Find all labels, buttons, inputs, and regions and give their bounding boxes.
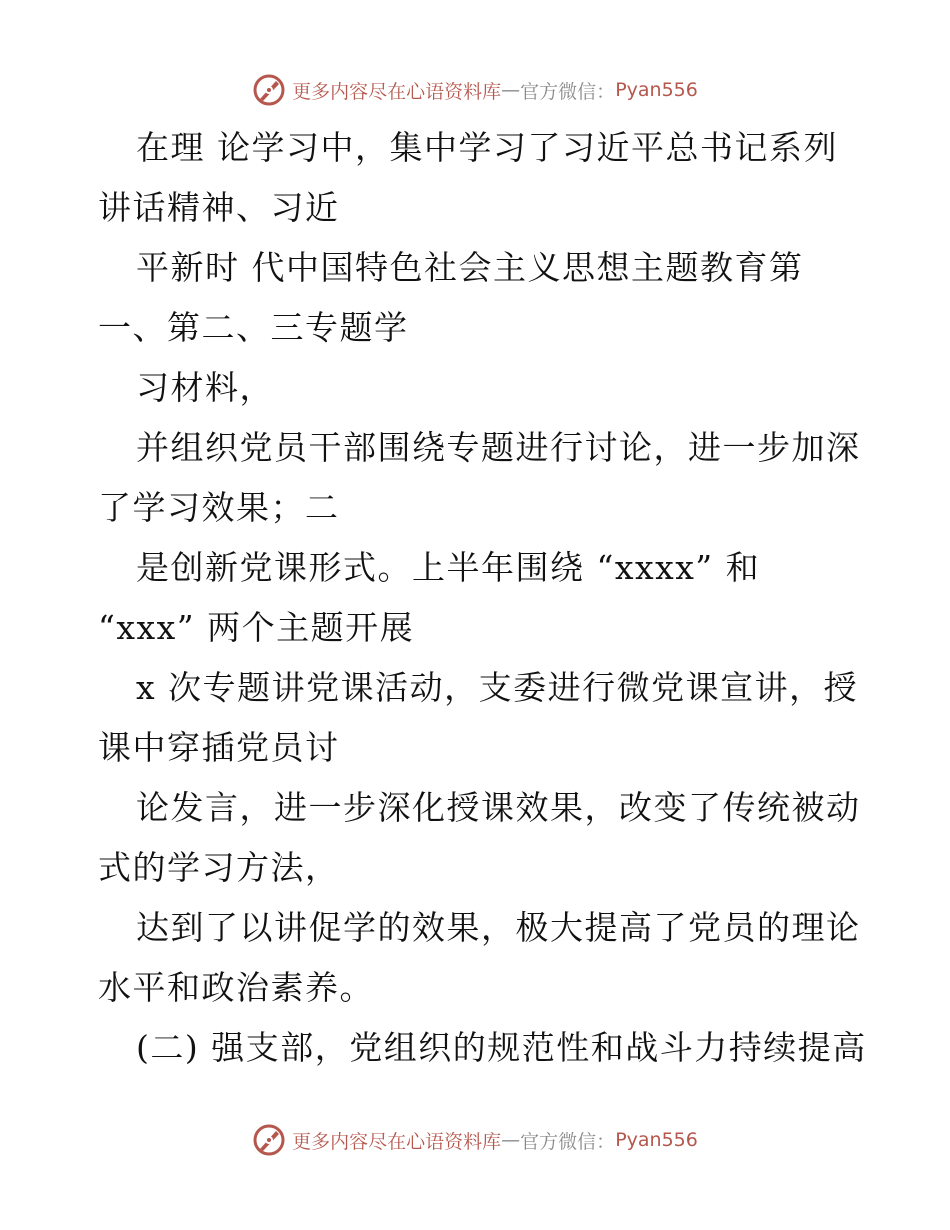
text-line: 是创新党课形式。上半年围绕 “xxxx” 和 bbox=[136, 548, 761, 587]
watermark-wechat-id: Pyan556 bbox=[615, 79, 698, 101]
watermark-header bbox=[0, 70, 950, 110]
paragraph-7 bbox=[98, 778, 861, 898]
text-line: 了学习效果；二 bbox=[98, 488, 340, 527]
text-line: 在理 论学习中，集中学习了习近平总书记系列 bbox=[136, 128, 838, 167]
text-line: (二) 强支部，党组织的规范性和战斗力持续提高 bbox=[136, 1028, 867, 1067]
text-line: 并组织党员干部围绕专题进行讨论，进一步加深 bbox=[136, 428, 861, 467]
watermark-footer bbox=[0, 1120, 950, 1160]
watermark-suffix: 官方微信： bbox=[520, 80, 616, 103]
text-line: 平新时 代中国特色社会主义思想主题教育第 bbox=[136, 248, 804, 287]
paragraph-5 bbox=[98, 538, 858, 658]
text-line: 式的学习方法， bbox=[98, 848, 340, 887]
text-line: “xxx” 两个主题开展 bbox=[98, 608, 415, 647]
text-line: 水平和政治素养。 bbox=[98, 968, 374, 1007]
pen-logo-icon bbox=[252, 1123, 286, 1157]
paragraph-1 bbox=[98, 118, 858, 238]
watermark-prefix: 更多内容尽在心语资料库 bbox=[292, 80, 502, 103]
watermark-wechat-id: Pyan556 bbox=[615, 1129, 698, 1151]
paragraph-3 bbox=[98, 358, 858, 418]
document-body bbox=[98, 118, 867, 1078]
text-line: 讲话精神、习近 bbox=[98, 188, 340, 227]
pen-logo-icon bbox=[252, 73, 286, 107]
paragraph-8 bbox=[98, 898, 861, 1018]
paragraph-2 bbox=[98, 238, 858, 358]
text-line: x 次专题讲党课活动，支委进行微党课宣讲，授 bbox=[136, 668, 859, 707]
text-line: 论发言，进一步深化授课效果，改变了传统被动 bbox=[136, 788, 861, 827]
section-heading bbox=[98, 1018, 867, 1078]
text-line: 课中穿插党员讨 bbox=[98, 728, 340, 767]
paragraph-4 bbox=[98, 418, 861, 538]
text-line: 习材料， bbox=[136, 368, 274, 407]
text-line: 一、第二、三专题学 bbox=[98, 308, 409, 347]
watermark-dash: — bbox=[501, 1129, 521, 1151]
watermark-dash: — bbox=[501, 79, 521, 101]
watermark-prefix: 更多内容尽在心语资料库 bbox=[292, 1130, 502, 1153]
watermark-suffix: 官方微信： bbox=[520, 1130, 616, 1153]
text-line: 达到了以讲促学的效果，极大提高了党员的理论 bbox=[136, 908, 861, 947]
paragraph-6 bbox=[98, 658, 858, 778]
